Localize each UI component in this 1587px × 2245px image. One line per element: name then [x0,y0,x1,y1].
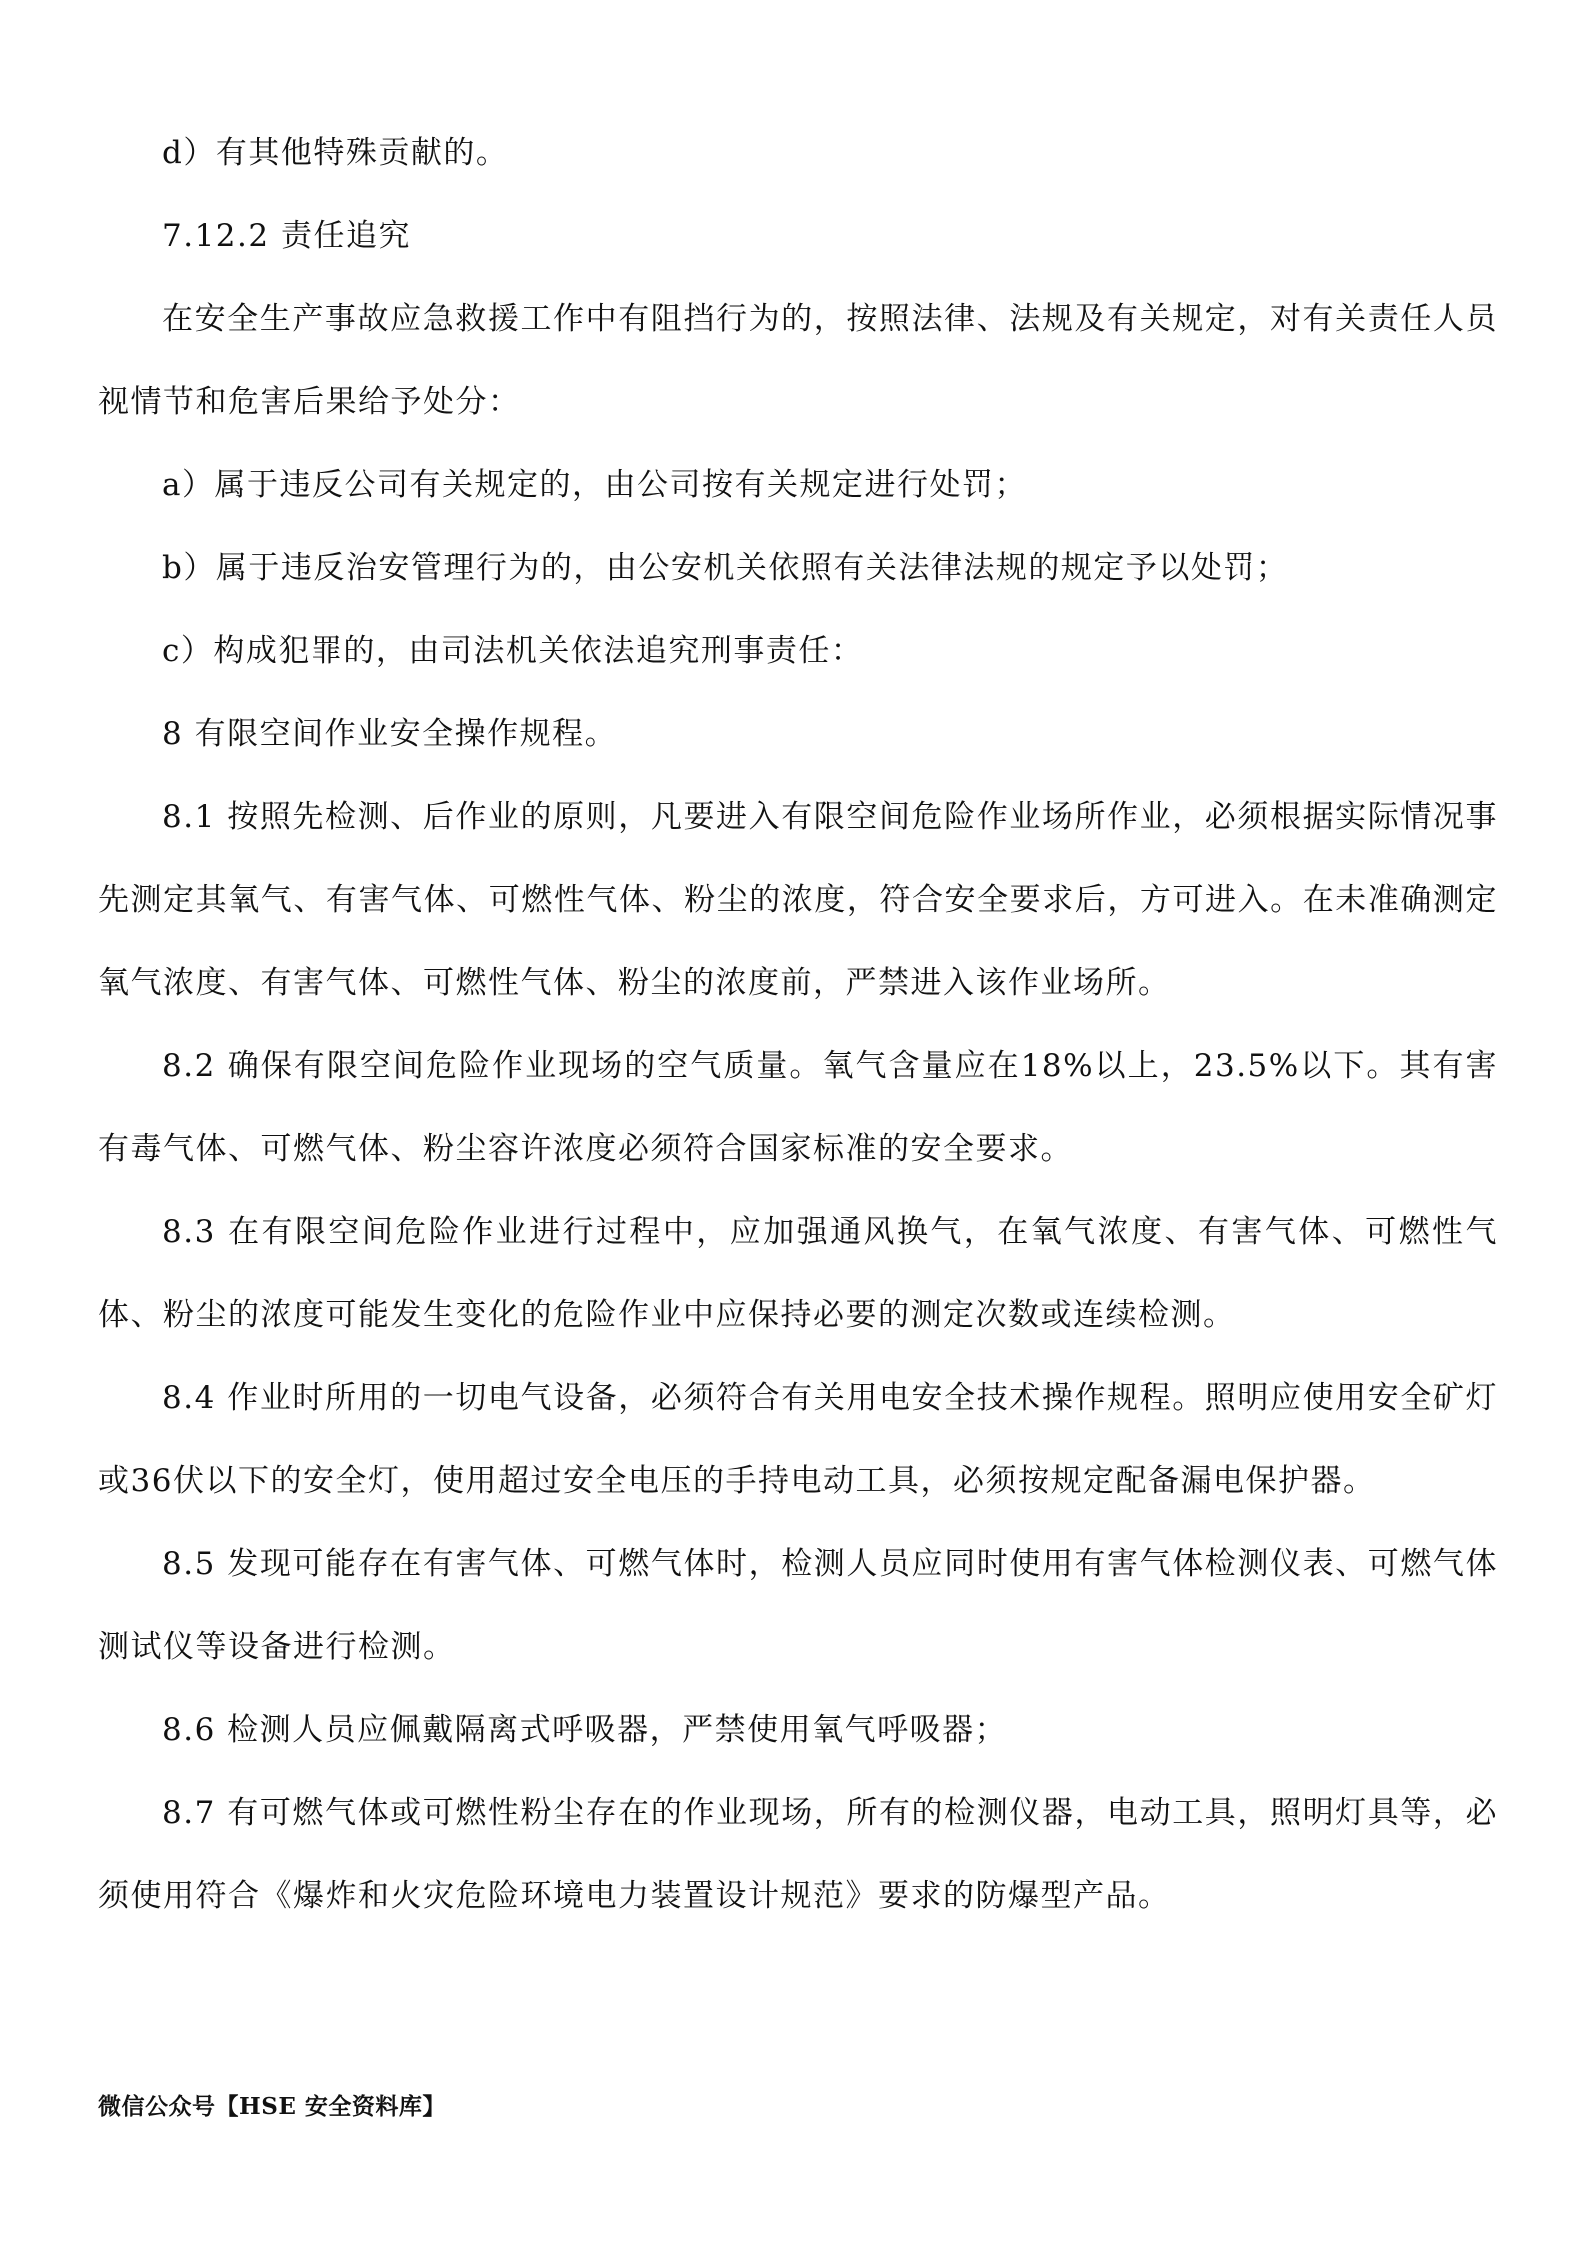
footer-watermark: 微信公众号【HSE 安全资料库】 [98,2093,446,2120]
clause-8-1: 8.1 按照先检测、后作业的原则，凡要进入有限空间危险作业场所作业，必须根据实际情况事先测定其氧气、有害气体、可燃性气体、粉尘的浓度，符合安全要求后，方可进入。在未准确测定氧气浓度、有害气体、可燃性气体、粉尘的浓度前，严禁进入该作业场所。 [98,799,1498,1001]
clause-8-3: 8.3 在有限空间危险作业进行过程中，应加强通风换气，在氧气浓度、有害气体、可燃性气体、粉尘的浓度可能发生变化的危险作业中应保持必要的测定次数或连续检测。 [98,1214,1498,1333]
clause-8-2: 8.2 确保有限空间危险作业现场的空气质量。氧气含量应在18%以上，23.5%以下。其有害有毒气体、可燃气体、粉尘容许浓度必须符合国家标准的安全要求。 [98,1048,1498,1167]
list-item-b: b）属于违反治安管理行为的，由公安机关依照有关法律法规的规定予以处罚； [162,550,1289,586]
paragraph-responsibility: 在安全生产事故应急救援工作中有阻挡行为的，按照法律、法规及有关规定，对有关责任人员视情节和危害后果给予处分： [98,301,1498,420]
clause-8-6: 8.6 检测人员应佩戴隔离式呼吸器，严禁使用氧气呼吸器； [162,1712,1008,1748]
list-item-a: a）属于违反公司有关规定的，由公司按有关规定进行处罚； [162,467,1027,503]
section-heading-7-12-2: 7.12.2 责任追究 [162,218,411,254]
list-item-c: c）构成犯罪的，由司法机关依法追究刑事责任： [162,633,864,669]
clause-8-4: 8.4 作业时所用的一切电气设备，必须符合有关用电安全技术操作规程。照明应使用安全矿灯或36伏以下的安全灯，使用超过安全电压的手持电动工具，必须按规定配备漏电保护器。 [98,1380,1498,1499]
section-heading-8: 8 有限空间作业安全操作规程。 [162,716,618,752]
document-body [98,112,1498,1938]
list-item-d: d）有其他特殊贡献的。 [162,135,509,171]
clause-8-5: 8.5 发现可能存在有害气体、可燃气体时，检测人员应同时使用有害气体检测仪表、可燃气体测试仪等设备进行检测。 [98,1546,1498,1665]
clause-8-7: 8.7 有可燃气体或可燃性粉尘存在的作业现场，所有的检测仪器，电动工具，照明灯具等，必须使用符合《爆炸和火灾危险环境电力装置设计规范》要求的防爆型产品。 [98,1795,1498,1914]
